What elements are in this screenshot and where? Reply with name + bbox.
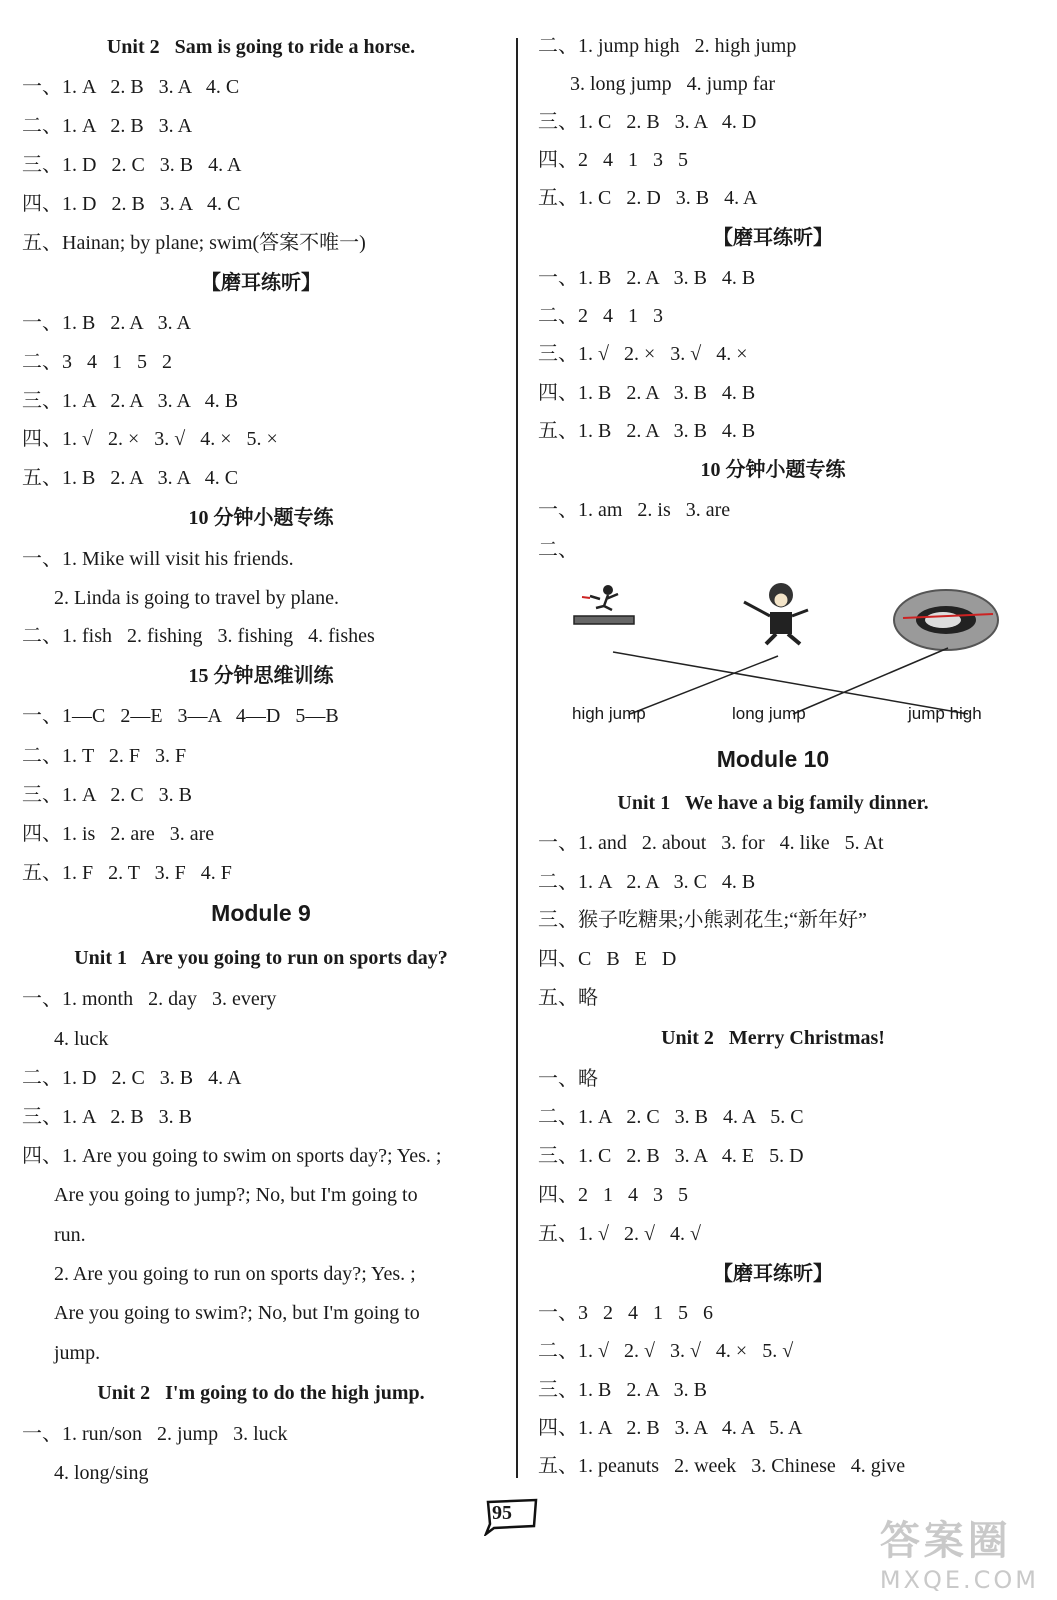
answer-line: 2. Are you going to run on sports day?; Yes. ; <box>54 1263 416 1285</box>
answer-line: 四、2 4 1 3 5 <box>538 149 688 171</box>
answer-line: 一、略 <box>538 1068 598 1090</box>
answer-line: 四、1. is 2. are 3. are <box>22 823 215 845</box>
answer-line: 三、1. A 2. C 3. B <box>22 784 193 806</box>
answer-line: Are you going to swim?; No, but I'm going to <box>54 1302 420 1324</box>
unit-title: Unit 2 Sam is going to ride a horse. <box>106 36 416 58</box>
answer-line: 二、1. T 2. F 3. F <box>22 745 187 767</box>
unit-title: Unit 1 Are you going to run on sports day? <box>74 947 448 969</box>
answer-line: 一、1. B 2. A 3. B 4. B <box>538 267 756 289</box>
answer-line: 二、1. A 2. A 3. C 4. B <box>538 871 756 893</box>
answer-line: 一、1—C 2—E 3—A 4—D 5—B <box>22 705 339 727</box>
module-title: Module 9 <box>211 900 311 926</box>
page-number-text: 95 <box>492 1502 512 1524</box>
jump-high-picture <box>894 590 998 650</box>
high-jump-picture <box>744 583 808 644</box>
answer-line: 二、2 4 1 3 <box>538 305 663 327</box>
answer-line: 一、1. am 2. is 3. are <box>538 499 731 521</box>
answer-line: 二、1. fish 2. fishing 3. fishing 4. fishes <box>22 625 375 647</box>
answer-line: 3. long jump 4. jump far <box>570 73 775 95</box>
answer-line: 二、1. A 2. B 3. A <box>22 115 193 137</box>
answer-line: 五、1. F 2. T 3. F 4. F <box>22 862 232 884</box>
answer-line: 一、1. run/son 2. jump 3. luck <box>22 1423 288 1445</box>
answer-line: 二、3 4 1 5 2 <box>22 351 172 373</box>
section-title: 【磨耳练听】 <box>201 272 321 294</box>
answer-line: 四、1. D 2. B 3. A 4. C <box>22 193 241 215</box>
answer-line: 五、1. peanuts 2. week 3. Chinese 4. give <box>538 1455 906 1477</box>
answer-line: 四、1. Are you going to swim on sports day?; Yes. ; <box>22 1145 442 1167</box>
answer-line: 一、1. B 2. A 3. A <box>22 312 191 334</box>
answer-line: 一、1. A 2. B 3. A 4. C <box>22 76 240 98</box>
answer-line: 五、Hainan; by plane; swim(答案不唯一) <box>22 232 366 254</box>
answer-line: 一、1. Mike will visit his friends. <box>22 548 294 570</box>
answer-line: run. <box>54 1224 86 1246</box>
label-long-jump: long jump <box>732 704 806 723</box>
answer-line: 三、1. D 2. C 3. B 4. A <box>22 154 242 176</box>
long-jump-picture <box>574 585 634 624</box>
answer-line: 二、 <box>538 539 578 561</box>
answer-line: 三、猴子吃糖果;小熊剥花生;“新年好” <box>538 909 867 931</box>
answer-line: 一、1. month 2. day 3. every <box>22 988 277 1010</box>
answer-line: 三、1. C 2. B 3. A 4. D <box>538 111 757 133</box>
answer-line: 四、2 1 4 3 5 <box>538 1184 688 1206</box>
unit-title: Unit 2 Merry Christmas! <box>661 1027 885 1049</box>
answer-line: 四、1. √ 2. × 3. √ 4. × 5. × <box>22 428 278 450</box>
answer-line: 五、略 <box>538 987 598 1009</box>
watermark-url: MXQE.COM <box>879 1566 1039 1594</box>
section-title: 10 分钟小题专练 <box>188 507 334 529</box>
answer-line: 二、1. jump high 2. high jump <box>538 35 797 57</box>
answer-line: 二、1. A 2. C 3. B 4. A 5. C <box>538 1106 804 1128</box>
answer-line: 三、1. A 2. B 3. B <box>22 1106 193 1128</box>
answer-line: 四、1. B 2. A 3. B 4. B <box>538 382 756 404</box>
section-title: 10 分钟小题专练 <box>700 459 846 481</box>
answer-line: 四、1. A 2. B 3. A 4. A 5. A <box>538 1417 803 1439</box>
module-title: Module 10 <box>716 746 830 772</box>
answer-line: 三、1. A 2. A 3. A 4. B <box>22 390 239 412</box>
answer-line: 二、1. D 2. C 3. B 4. A <box>22 1067 242 1089</box>
unit-title: Unit 1 We have a big family dinner. <box>617 792 929 814</box>
answer-line: Are you going to jump?; No, but I'm going to <box>54 1184 418 1206</box>
answer-line: 三、1. C 2. B 3. A 4. E 5. D <box>538 1145 804 1167</box>
answer-line: 4. luck <box>54 1028 109 1050</box>
matching-exercise <box>538 580 1008 730</box>
section-title: 【磨耳练听】 <box>713 227 833 249</box>
column-divider <box>516 38 518 1478</box>
answer-line: 五、1. B 2. A 3. B 4. B <box>538 420 756 442</box>
section-title: 【磨耳练听】 <box>713 1263 833 1285</box>
section-title: 15 分钟思维训练 <box>188 665 334 687</box>
answer-line: 4. long/sing <box>54 1462 149 1484</box>
answer-line: 三、1. √ 2. × 3. √ 4. × <box>538 343 748 365</box>
answer-line: 2. Linda is going to travel by plane. <box>54 587 339 609</box>
answer-line: 一、1. and 2. about 3. for 4. like 5. At <box>538 832 884 854</box>
answer-line: jump. <box>54 1342 101 1364</box>
answer-line: 一、3 2 4 1 5 6 <box>538 1302 713 1324</box>
watermark-logo: 答案圈 <box>879 1518 1012 1564</box>
answer-line: 五、1. C 2. D 3. B 4. A <box>538 187 758 209</box>
answer-line: 四、C B E D <box>538 948 677 970</box>
page-number <box>484 1496 544 1536</box>
answer-line: 二、1. √ 2. √ 3. √ 4. × 5. √ <box>538 1340 794 1362</box>
label-jump-high: jump high <box>908 704 982 723</box>
watermark <box>880 1509 1039 1594</box>
answer-line: 三、1. B 2. A 3. B <box>538 1379 707 1401</box>
unit-title: Unit 2 I'm going to do the high jump. <box>97 1382 425 1404</box>
answer-line: 五、1. √ 2. √ 4. √ <box>538 1223 701 1245</box>
answer-line: 五、1. B 2. A 3. A 4. C <box>22 467 239 489</box>
label-high-jump: high jump <box>572 704 646 723</box>
